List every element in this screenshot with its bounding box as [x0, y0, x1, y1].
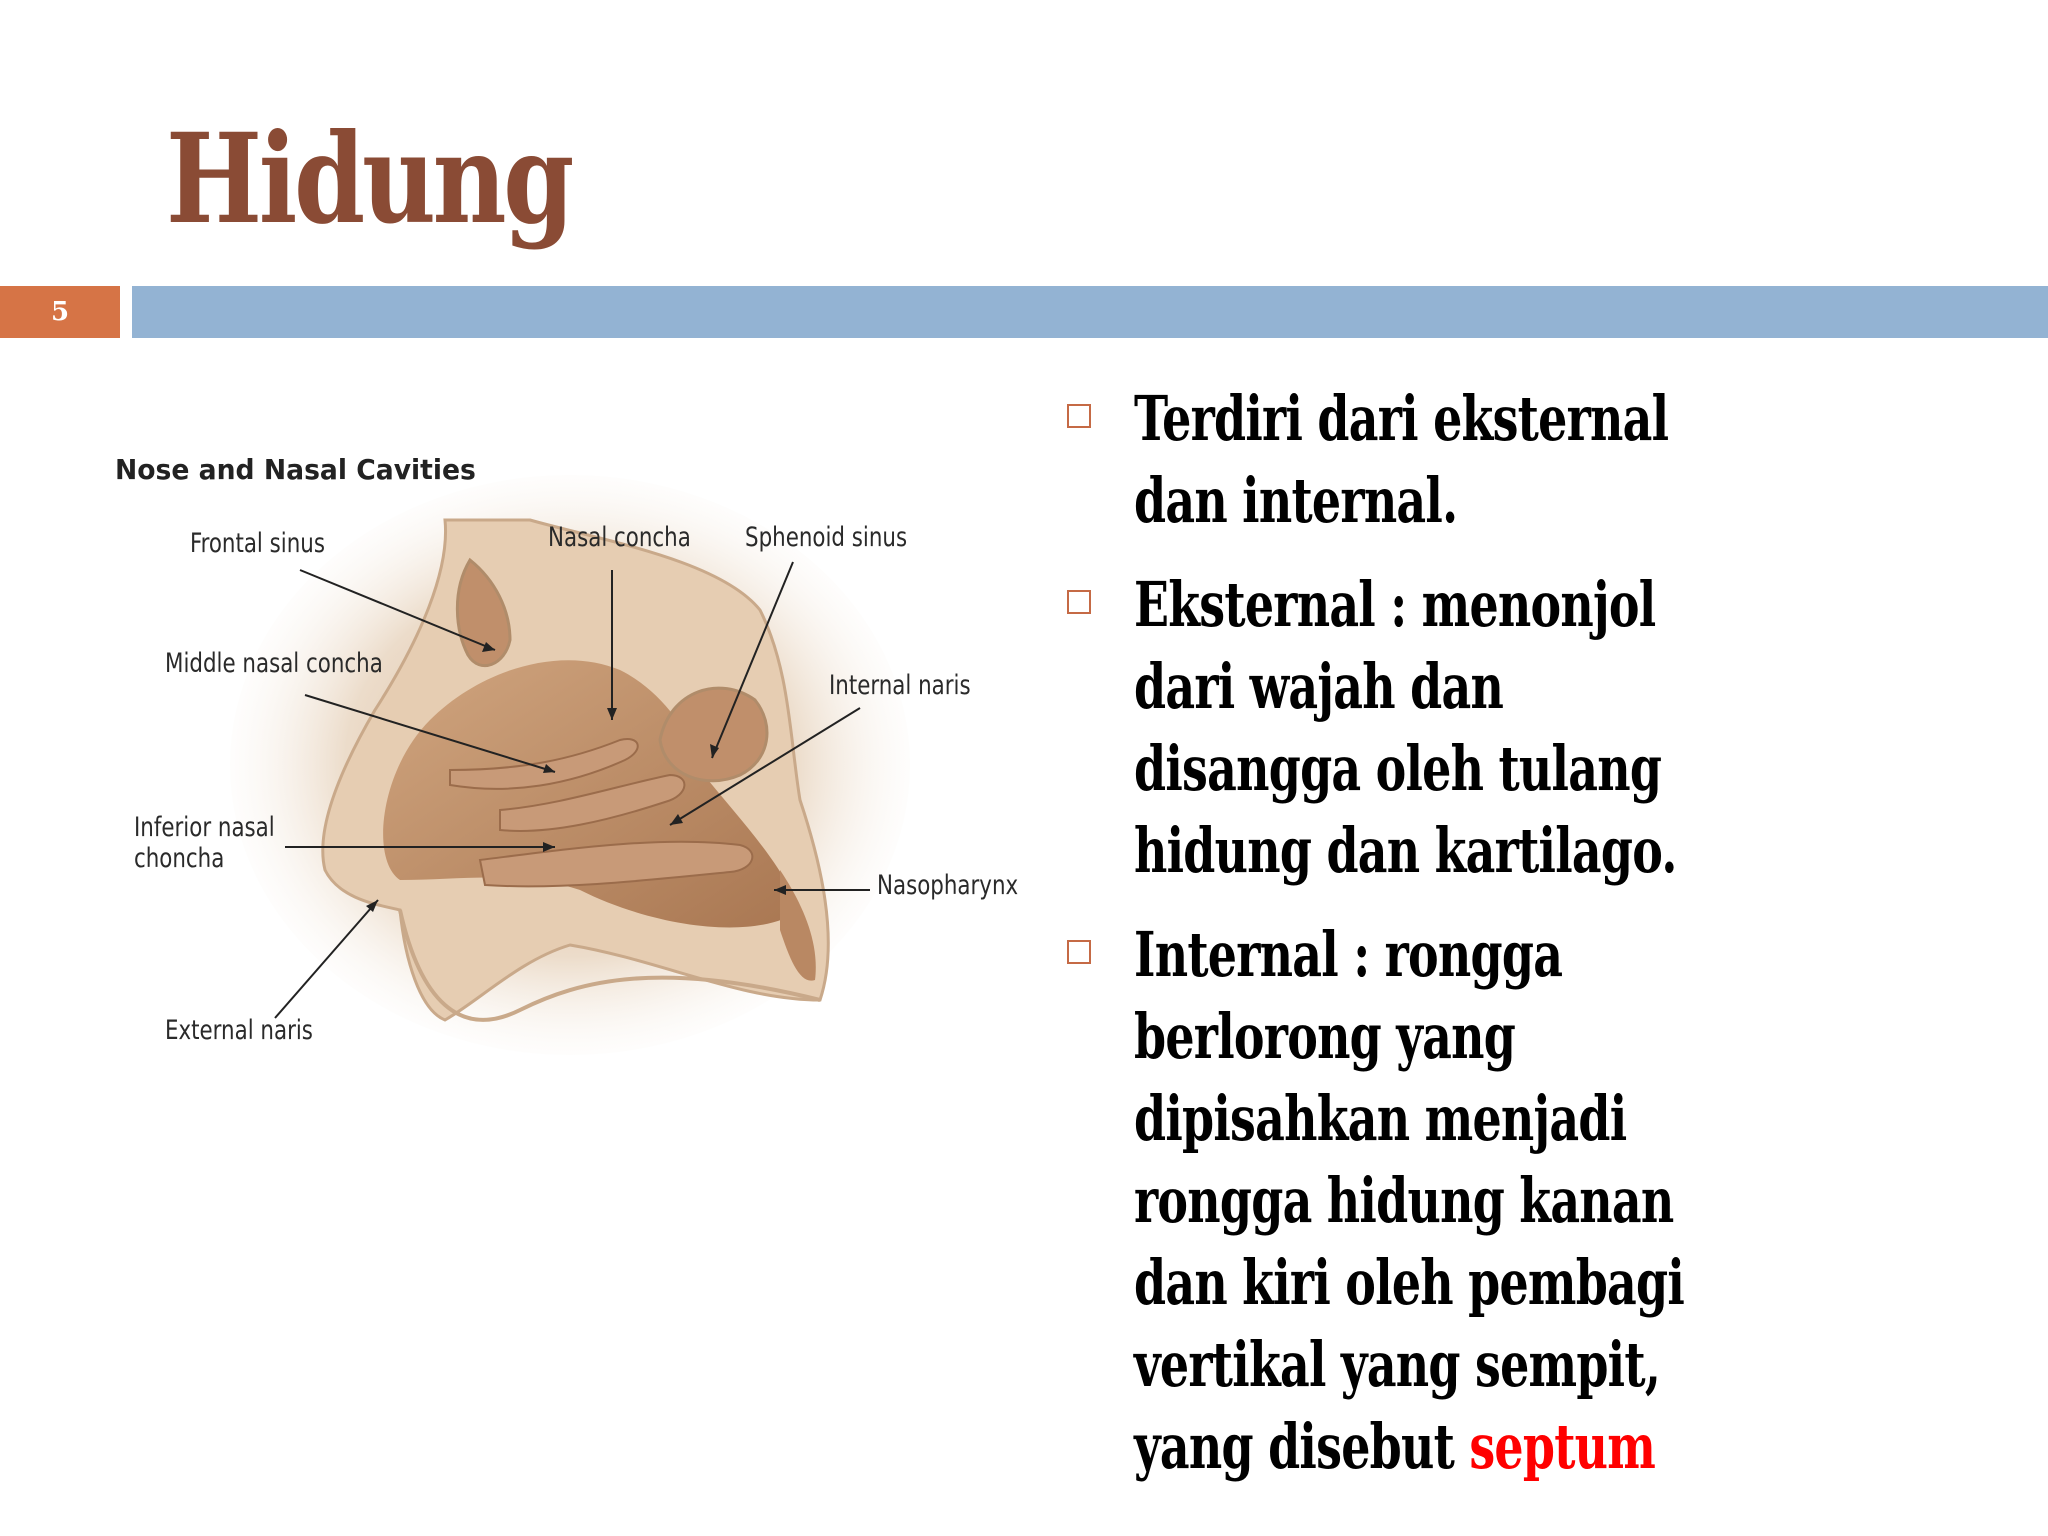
label-internal-naris: Internal naris [829, 670, 971, 701]
square-bullet-icon [1067, 404, 1091, 428]
bullet-list [1064, 378, 2004, 1510]
bullet-text: Internal : rongga berlorong yang dipisahkan menjadi rongga hidung kanan dan kiri oleh pembagi vertikal yang sempit, yang disebut [1134, 918, 1685, 1483]
bullet-text: Terdiri dari eksternal dan internal. [1134, 382, 1669, 537]
label-nasal-concha: Nasal concha [548, 522, 691, 553]
slide-title: Hidung [166, 107, 572, 252]
label-sphenoid-sinus: Sphenoid sinus [745, 522, 908, 553]
nasal-cavity-figure [100, 440, 1040, 1100]
square-bullet-icon [1067, 940, 1091, 964]
figure-title: Nose and Nasal Cavities [115, 453, 476, 486]
header-bar [132, 286, 2048, 338]
label-inferior-nasal: Inferior nasal [134, 812, 275, 843]
bullet-item [1064, 564, 2004, 892]
label-nasopharynx: Nasopharynx [877, 870, 1019, 901]
bullet-item [1064, 378, 2004, 542]
slide-number: 5 [0, 286, 120, 338]
label-frontal-sinus: Frontal sinus [190, 528, 325, 559]
label-middle-nasal-concha: Middle nasal concha [165, 648, 383, 679]
bullet-text-with-highlight [1134, 914, 1696, 1488]
label-inferior-nasal-line2: choncha [134, 843, 225, 874]
highlight-term-septum: septum [1469, 1410, 1656, 1483]
bullet-item [1064, 914, 2004, 1488]
bullet-text: Eksternal : menonjol dari wajah dan disangga oleh tulang hidung dan kartilago. [1134, 568, 1677, 887]
label-external-naris: External naris [165, 1015, 313, 1046]
square-bullet-icon [1067, 590, 1091, 614]
